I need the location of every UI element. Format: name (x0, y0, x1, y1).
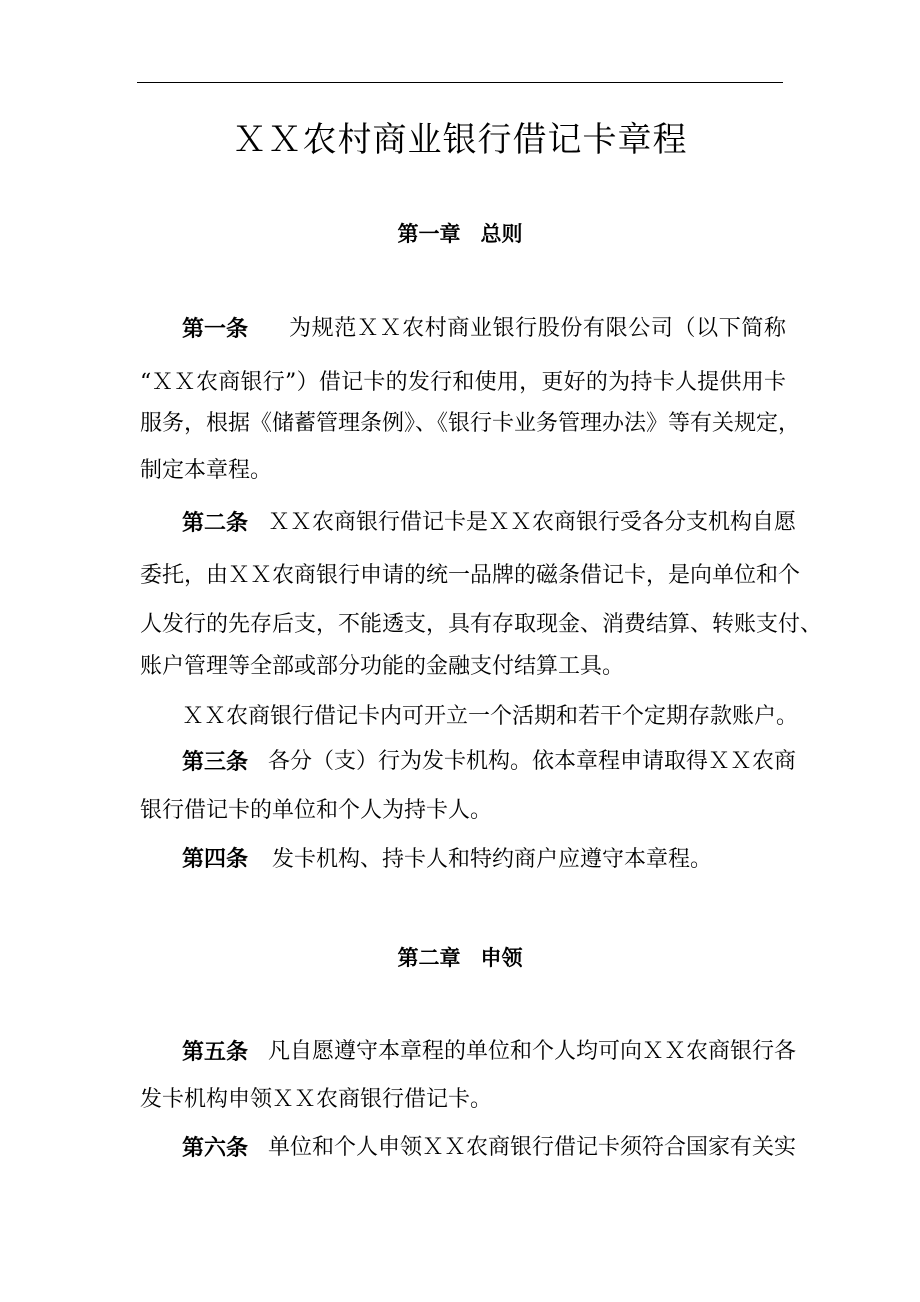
chapter-2-heading (0, 942, 920, 972)
article-text: 各分（支）行为发卡机构。依本章程申请取得ＸＸ农商 (268, 749, 797, 774)
article-label: 第五条 (182, 1039, 249, 1065)
article-label: 第六条 (182, 1135, 249, 1161)
article-5-line-1 (182, 1037, 797, 1067)
article-2-line-1 (182, 508, 797, 538)
header-rule (137, 82, 783, 83)
article-2-line-4: 账户管理等全部或部分功能的金融支付结算工具。 (140, 654, 625, 679)
article-3-line-1 (182, 747, 797, 777)
document-title: ＸＸ农村商业银行借记卡章程 (232, 120, 688, 160)
article-label: 第二条 (182, 510, 249, 536)
article-label: 第一条 (182, 316, 249, 342)
article-2-paragraph-2: ＸＸ农商银行借记卡内可开立一个活期和若干个定期存款账户。 (182, 704, 799, 729)
article-text: 凡自愿遵守本章程的单位和个人均可向ＸＸ农商银行各 (268, 1039, 797, 1064)
chapter-name: 总则 (480, 221, 523, 246)
chapter-name: 申领 (480, 945, 523, 970)
article-text: 为规范ＸＸ农村商业银行股份有限公司（以下简称 (289, 316, 786, 341)
article-1-line-1 (182, 314, 786, 344)
article-text: ＸＸ农商银行借记卡是ＸＸ农商银行受各分支机构自愿 (268, 510, 797, 535)
article-text: 发卡机构、持卡人和特约商户应遵守本章程。 (272, 847, 713, 872)
article-label: 第三条 (182, 749, 249, 775)
article-1-line-3: 服务，根据《储蓄管理条例》、《银行卡业务管理办法》等有关规定， (140, 411, 801, 436)
article-2-line-3: 人发行的先存后支，不能透支，具有存取现金、消费结算、转账支付、 (140, 612, 823, 637)
article-2-line-2: 委托，由ＸＸ农商银行申请的统一品牌的磁条借记卡，是向单位和个 (140, 563, 801, 588)
article-3-line-2: 银行借记卡的单位和个人为持卡人。 (140, 798, 493, 823)
article-1-line-2: “ＸＸ农商银行”）借记卡的发行和使用，更好的为持卡人提供用卡 (140, 370, 786, 395)
article-text: 单位和个人申领ＸＸ农商银行借记卡须符合国家有关实 (268, 1135, 797, 1160)
chapter-number: 第一章 (397, 221, 461, 246)
article-6-line-1 (182, 1133, 797, 1163)
article-1-line-4: 制定本章程。 (140, 458, 273, 483)
article-4-line-1 (182, 844, 828, 875)
chapter-1-heading (0, 218, 920, 248)
chapter-number: 第二章 (397, 945, 461, 970)
article-5-line-2: 发卡机构申领ＸＸ农商银行借记卡。 (140, 1087, 493, 1112)
article-label: 第四条 (182, 846, 249, 872)
